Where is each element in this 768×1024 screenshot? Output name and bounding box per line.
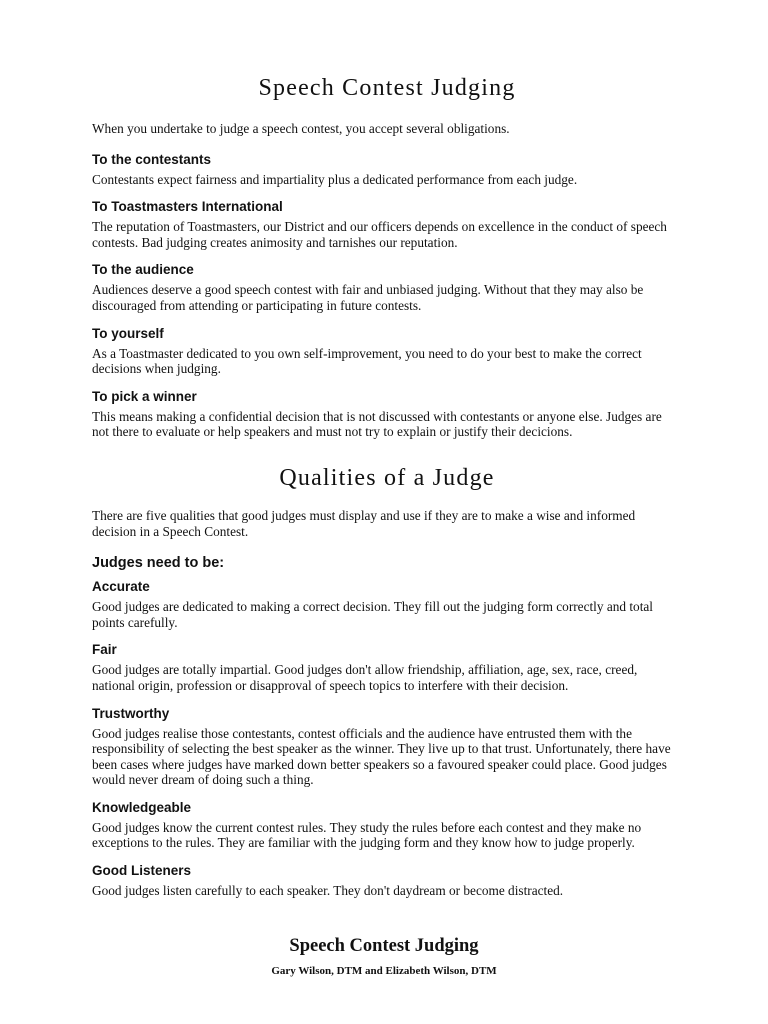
obligation-section <box>92 326 682 377</box>
obligation-heading: To Toastmasters International <box>92 199 283 215</box>
qualities-intro-paragraph: There are five qualities that good judges must display and use if they are to make a wise and informed decision in a Speech Contest. <box>92 507 636 539</box>
obligation-text: As a Toastmaster dedicated to you own self-improvement, you need to do your best to make the correct decisions when judging. <box>92 345 642 377</box>
footer-authors: Gary Wilson, DTM and Elizabeth Wilson, DTM <box>271 965 497 977</box>
obligation-heading: To the contestants <box>92 151 212 167</box>
quality-heading: Good Listeners <box>92 863 192 879</box>
quality-section <box>92 706 682 788</box>
obligation-section <box>92 199 682 250</box>
obligation-text: This means making a confidential decision that is not discussed with contestants or anyone else. Judges are not there to evaluate or help speakers and must not try to explain or justify their decicions. <box>92 408 662 440</box>
quality-section <box>92 642 682 693</box>
obligation-text: Audiences deserve a good speech contest with fair and unbiased judging. Without that they may also be discouraged from attending or participating in future contests. <box>92 282 644 313</box>
quality-text: Good judges are totally impartial. Good judges don't allow friendship, affiliation, age, sex, race, creed, national origin, profession or disapproval of speech topics to interfere with their decision. <box>92 662 638 693</box>
intro-paragraph: When you undertake to judge a speech contest, you accept several obligations. <box>92 121 510 136</box>
page-title: Speech Contest Judging <box>258 75 516 101</box>
quality-text: Good judges listen carefully to each speaker. They don't daydream or become distracted. <box>92 883 564 899</box>
footer-title: Speech Contest Judging <box>289 936 479 956</box>
quality-heading: Knowledgeable <box>92 799 192 815</box>
document-body <box>92 72 682 911</box>
obligation-section <box>92 262 682 313</box>
judges-need-heading: Judges need to be: <box>92 555 225 572</box>
obligation-heading: To yourself <box>92 325 164 341</box>
document-footer <box>0 934 768 978</box>
quality-text: Good judges are dedicated to making a correct decision. They fill out the judging form correctly and total points carefully. <box>92 599 654 630</box>
obligation-section <box>92 389 682 440</box>
obligation-heading: To pick a winner <box>92 388 197 404</box>
obligation-text: The reputation of Toastmasters, our District and our officers depends on excellence in the conduct of speech contests. Bad judging creates animosity and tarnishes our reputation. <box>92 219 667 250</box>
quality-section <box>92 863 682 899</box>
quality-heading: Trustworthy <box>92 705 170 721</box>
qualities-title: Qualities of a Judge <box>279 464 495 491</box>
quality-heading: Accurate <box>92 579 150 595</box>
quality-section <box>92 800 682 851</box>
obligation-heading: To the audience <box>92 262 194 278</box>
quality-text: Good judges know the current contest rules. They study the rules before each contest and they make no exceptions to the rules. They are familiar with the judging form and they know how to judge properly. <box>92 819 642 851</box>
quality-heading: Fair <box>92 642 117 658</box>
quality-section <box>92 579 682 630</box>
quality-text: Good judges realise those contestants, contest officials and the audience have entrusted them with the responsibility of selecting the best speaker as the winner. They live up to that trust. Unfortunately, there have been cases where judges have marked down better speakers so a favoured speaker could place. Good judges would never dream of doing such a thing. <box>92 725 671 788</box>
obligation-text: Contestants expect fairness and impartiality plus a dedicated performance from each judge. <box>92 171 578 187</box>
obligation-section <box>92 152 682 188</box>
